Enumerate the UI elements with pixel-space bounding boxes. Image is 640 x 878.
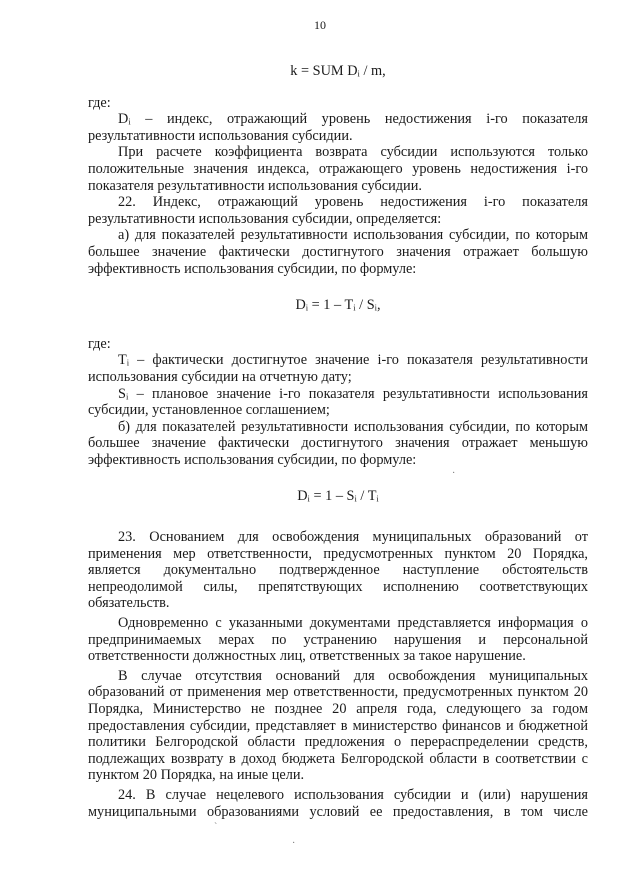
scan-speck: ·: [292, 838, 296, 849]
formula-b: Dᵢ = 1 – Sᵢ / Tᵢ: [297, 488, 379, 505]
paragraph-24: 24. В случае нецелевого использования субсидии и (или) нарушения муниципальными образованиями условий ее предоставления, в том числе: [88, 786, 588, 820]
where-label-2: где:: [88, 335, 111, 352]
where-label: где:: [88, 94, 111, 111]
formula-k: k = SUM Dᵢ / m,: [290, 63, 386, 79]
paragraph-22: 22. Индекс, отражающий уровень недостижения i-го показателя результативности использования субсидии, определяется:: [88, 194, 588, 227]
paragraph-23: 23. Основанием для освобождения муниципальных образований от применения мер ответственности, предусмотренных пунктом 20 Порядка, является документально подтвержденное наступление обстоятельств непреодолимой силы, препятствующих исполнению соответствующих обязательств.: [88, 529, 588, 612]
document-body: [88, 63, 588, 820]
di-definition: Dᵢ – индекс, отражающий уровень недостижения i-го показателя результативности использования субсидии.: [88, 111, 588, 144]
page-number: 10: [314, 18, 326, 32]
paragraph-22b: б) для показателей результативности использования субсидии, по которым большее значение фактически достигнутого значения отражает меньшую эффективность использования субсидии, по формуле:: [88, 418, 588, 468]
paragraph-22a: а) для показателей результативности использования субсидии, по которым большее значение фактически достигнутого значения отражает большую эффективность использования субсидии, по формуле:: [88, 227, 588, 277]
formula-a: Dᵢ = 1 – Tᵢ / Sᵢ,: [295, 297, 381, 314]
paragraph-23-info: Одновременно с указанными документами представляется информация о предпринимаемых мерах по устранению нарушения и персональной ответственности должностных лиц, ответственных за такое нарушение.: [88, 615, 588, 665]
scan-speck: `: [214, 822, 218, 833]
scan-speck: ·: [452, 468, 456, 479]
si-definition: Sᵢ – плановое значение i-го показателя результативности использования субсидии, установленное соглашением;: [88, 385, 588, 419]
paragraph-23-absence: В случае отсутствия оснований для освобождения муниципальных образований от применения мер ответственности, предусмотренных пунктом 20 Порядка, Министерство не позднее 20 апреля года, следующего за годом предоставления субсидии, представляет в министерство финансов и бюджетной политики Белгородской области предложения о перераспределении средств, подлежащих возврату в доход бюджета Белгородской области в соответствии с пунктом 20 Порядка, на иные цели.: [88, 667, 588, 784]
calc-note-paragraph: При расчете коэффициента возврата субсидии используются только положительные значения индекса, отражающего уровень недостижения i-го показателя результативности использования субсидии.: [88, 144, 588, 194]
ti-definition: Tᵢ – фактически достигнутое значение i-го показателя результативности использования субсидии на отчетную дату;: [88, 352, 588, 385]
